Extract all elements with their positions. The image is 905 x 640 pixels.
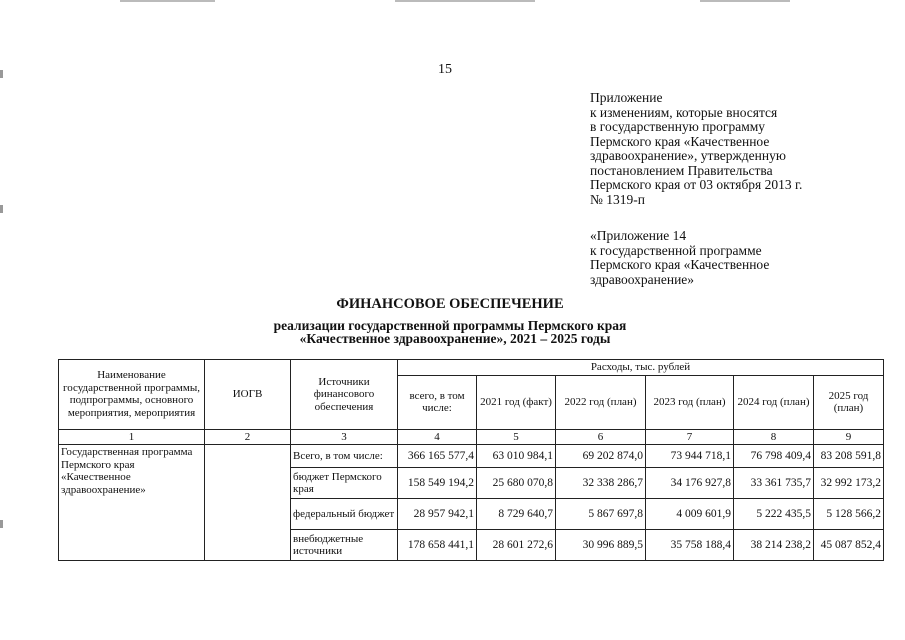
- header-year-2025: 2025 год (план): [814, 375, 884, 429]
- appendix-14-line: «Приложение 14: [590, 228, 687, 243]
- table-row: [59, 445, 884, 468]
- appendix-note-line: здравоохранение», утвержденную: [590, 148, 786, 163]
- source-cell: бюджет Пермского края: [291, 468, 398, 499]
- appendix-note-line: Пермского края от 03 октября 2013 г.: [590, 177, 803, 192]
- value-cell: 34 176 927,8: [646, 468, 734, 499]
- value-cell: 158 549 194,2: [398, 468, 477, 499]
- value-cell: 178 658 441,1: [398, 530, 477, 561]
- header-year-2024: 2024 год (план): [734, 375, 814, 429]
- value-cell: 35 758 188,4: [646, 530, 734, 561]
- column-number-row: [59, 429, 884, 445]
- value-cell: 76 798 409,4: [734, 445, 814, 468]
- header-iogv: ИОГВ: [205, 360, 291, 430]
- value-cell: 69 202 874,0: [556, 445, 646, 468]
- column-number: 1: [59, 429, 205, 445]
- iogv-cell: [205, 445, 291, 561]
- appendix-note-line: постановлением Правительства: [590, 162, 773, 178]
- appendix-14-line: к государственной программе: [590, 242, 762, 258]
- appendix-note-line: к изменениям, которые вносятся: [590, 104, 778, 120]
- source-cell: Всего, в том числе:: [291, 445, 398, 468]
- appendix-note-line: Приложение: [590, 90, 663, 105]
- column-number: 9: [814, 429, 884, 445]
- document-subtitle: «Качественное здравоохранение», 2021 – 2025 годы: [299, 331, 611, 346]
- appendix-14-line: здравоохранение»: [590, 271, 695, 287]
- value-cell: 38 214 238,2: [734, 530, 814, 561]
- header-year-2023: 2023 год (план): [646, 375, 734, 429]
- value-cell: 32 338 286,7: [556, 468, 646, 499]
- value-cell: 28 957 942,1: [398, 499, 477, 530]
- header-sources: Источники финансового обеспечения: [291, 360, 398, 430]
- appendix-note-line: в государственную программу: [590, 119, 766, 134]
- value-cell: 33 361 735,7: [734, 468, 814, 499]
- value-cell: 83 208 591,8: [814, 445, 884, 468]
- source-cell: федеральный бюджет: [291, 499, 398, 530]
- document-subtitle: реализации государственной программы Пермского края: [273, 318, 627, 333]
- column-number: 5: [477, 429, 556, 445]
- column-number: 2: [205, 429, 291, 445]
- appendix-note-line: № 1319-п: [590, 191, 645, 207]
- header-expenses: Расходы, тыс. рублей: [398, 360, 884, 376]
- value-cell: 25 680 070,8: [477, 468, 556, 499]
- appendix-14-note: [590, 229, 769, 287]
- header-year-2022: 2022 год (план): [556, 375, 646, 429]
- value-cell: 366 165 577,4: [398, 445, 477, 468]
- column-number: 6: [556, 429, 646, 445]
- value-cell: 28 601 272,6: [477, 530, 556, 561]
- scan-edge-mark: [700, 0, 790, 2]
- column-number: 7: [646, 429, 734, 445]
- source-cell: внебюджетные источники: [291, 530, 398, 561]
- appendix-14-line: Пермского края «Качественное: [590, 257, 770, 272]
- header-program-name: Наименование государственной программы, подпрограммы, основного мероприятия, мероприятия: [59, 360, 205, 430]
- scan-edge-mark: [0, 205, 3, 213]
- value-cell: 5 222 435,5: [734, 499, 814, 530]
- appendix-note: [590, 91, 802, 207]
- value-cell: 32 992 173,2: [814, 468, 884, 499]
- financing-table: [58, 359, 884, 561]
- scan-edge-mark: [0, 70, 3, 78]
- header-year-2021: 2021 год (факт): [477, 375, 556, 429]
- column-number: 3: [291, 429, 398, 445]
- value-cell: 8 729 640,7: [477, 499, 556, 530]
- value-cell: 4 009 601,9: [646, 499, 734, 530]
- value-cell: 73 944 718,1: [646, 445, 734, 468]
- program-name-cell: Государственная программа Пермского края «Качественное здравоохранение»: [59, 445, 205, 561]
- value-cell: 45 087 852,4: [814, 530, 884, 561]
- value-cell: 5 867 697,8: [556, 499, 646, 530]
- scan-edge-mark: [0, 520, 3, 528]
- document-title: ФИНАНСОВОЕ ОБЕСПЕЧЕНИЕ: [336, 296, 564, 312]
- value-cell: 30 996 889,5: [556, 530, 646, 561]
- header-total: всего, в том числе:: [398, 375, 477, 429]
- appendix-note-line: Пермского края «Качественное: [590, 133, 770, 149]
- column-number: 4: [398, 429, 477, 445]
- value-cell: 5 128 566,2: [814, 499, 884, 530]
- column-number: 8: [734, 429, 814, 445]
- page-number: 15: [438, 62, 452, 77]
- scan-edge-mark: [120, 0, 215, 2]
- value-cell: 63 010 984,1: [477, 445, 556, 468]
- scan-edge-mark: [395, 0, 535, 2]
